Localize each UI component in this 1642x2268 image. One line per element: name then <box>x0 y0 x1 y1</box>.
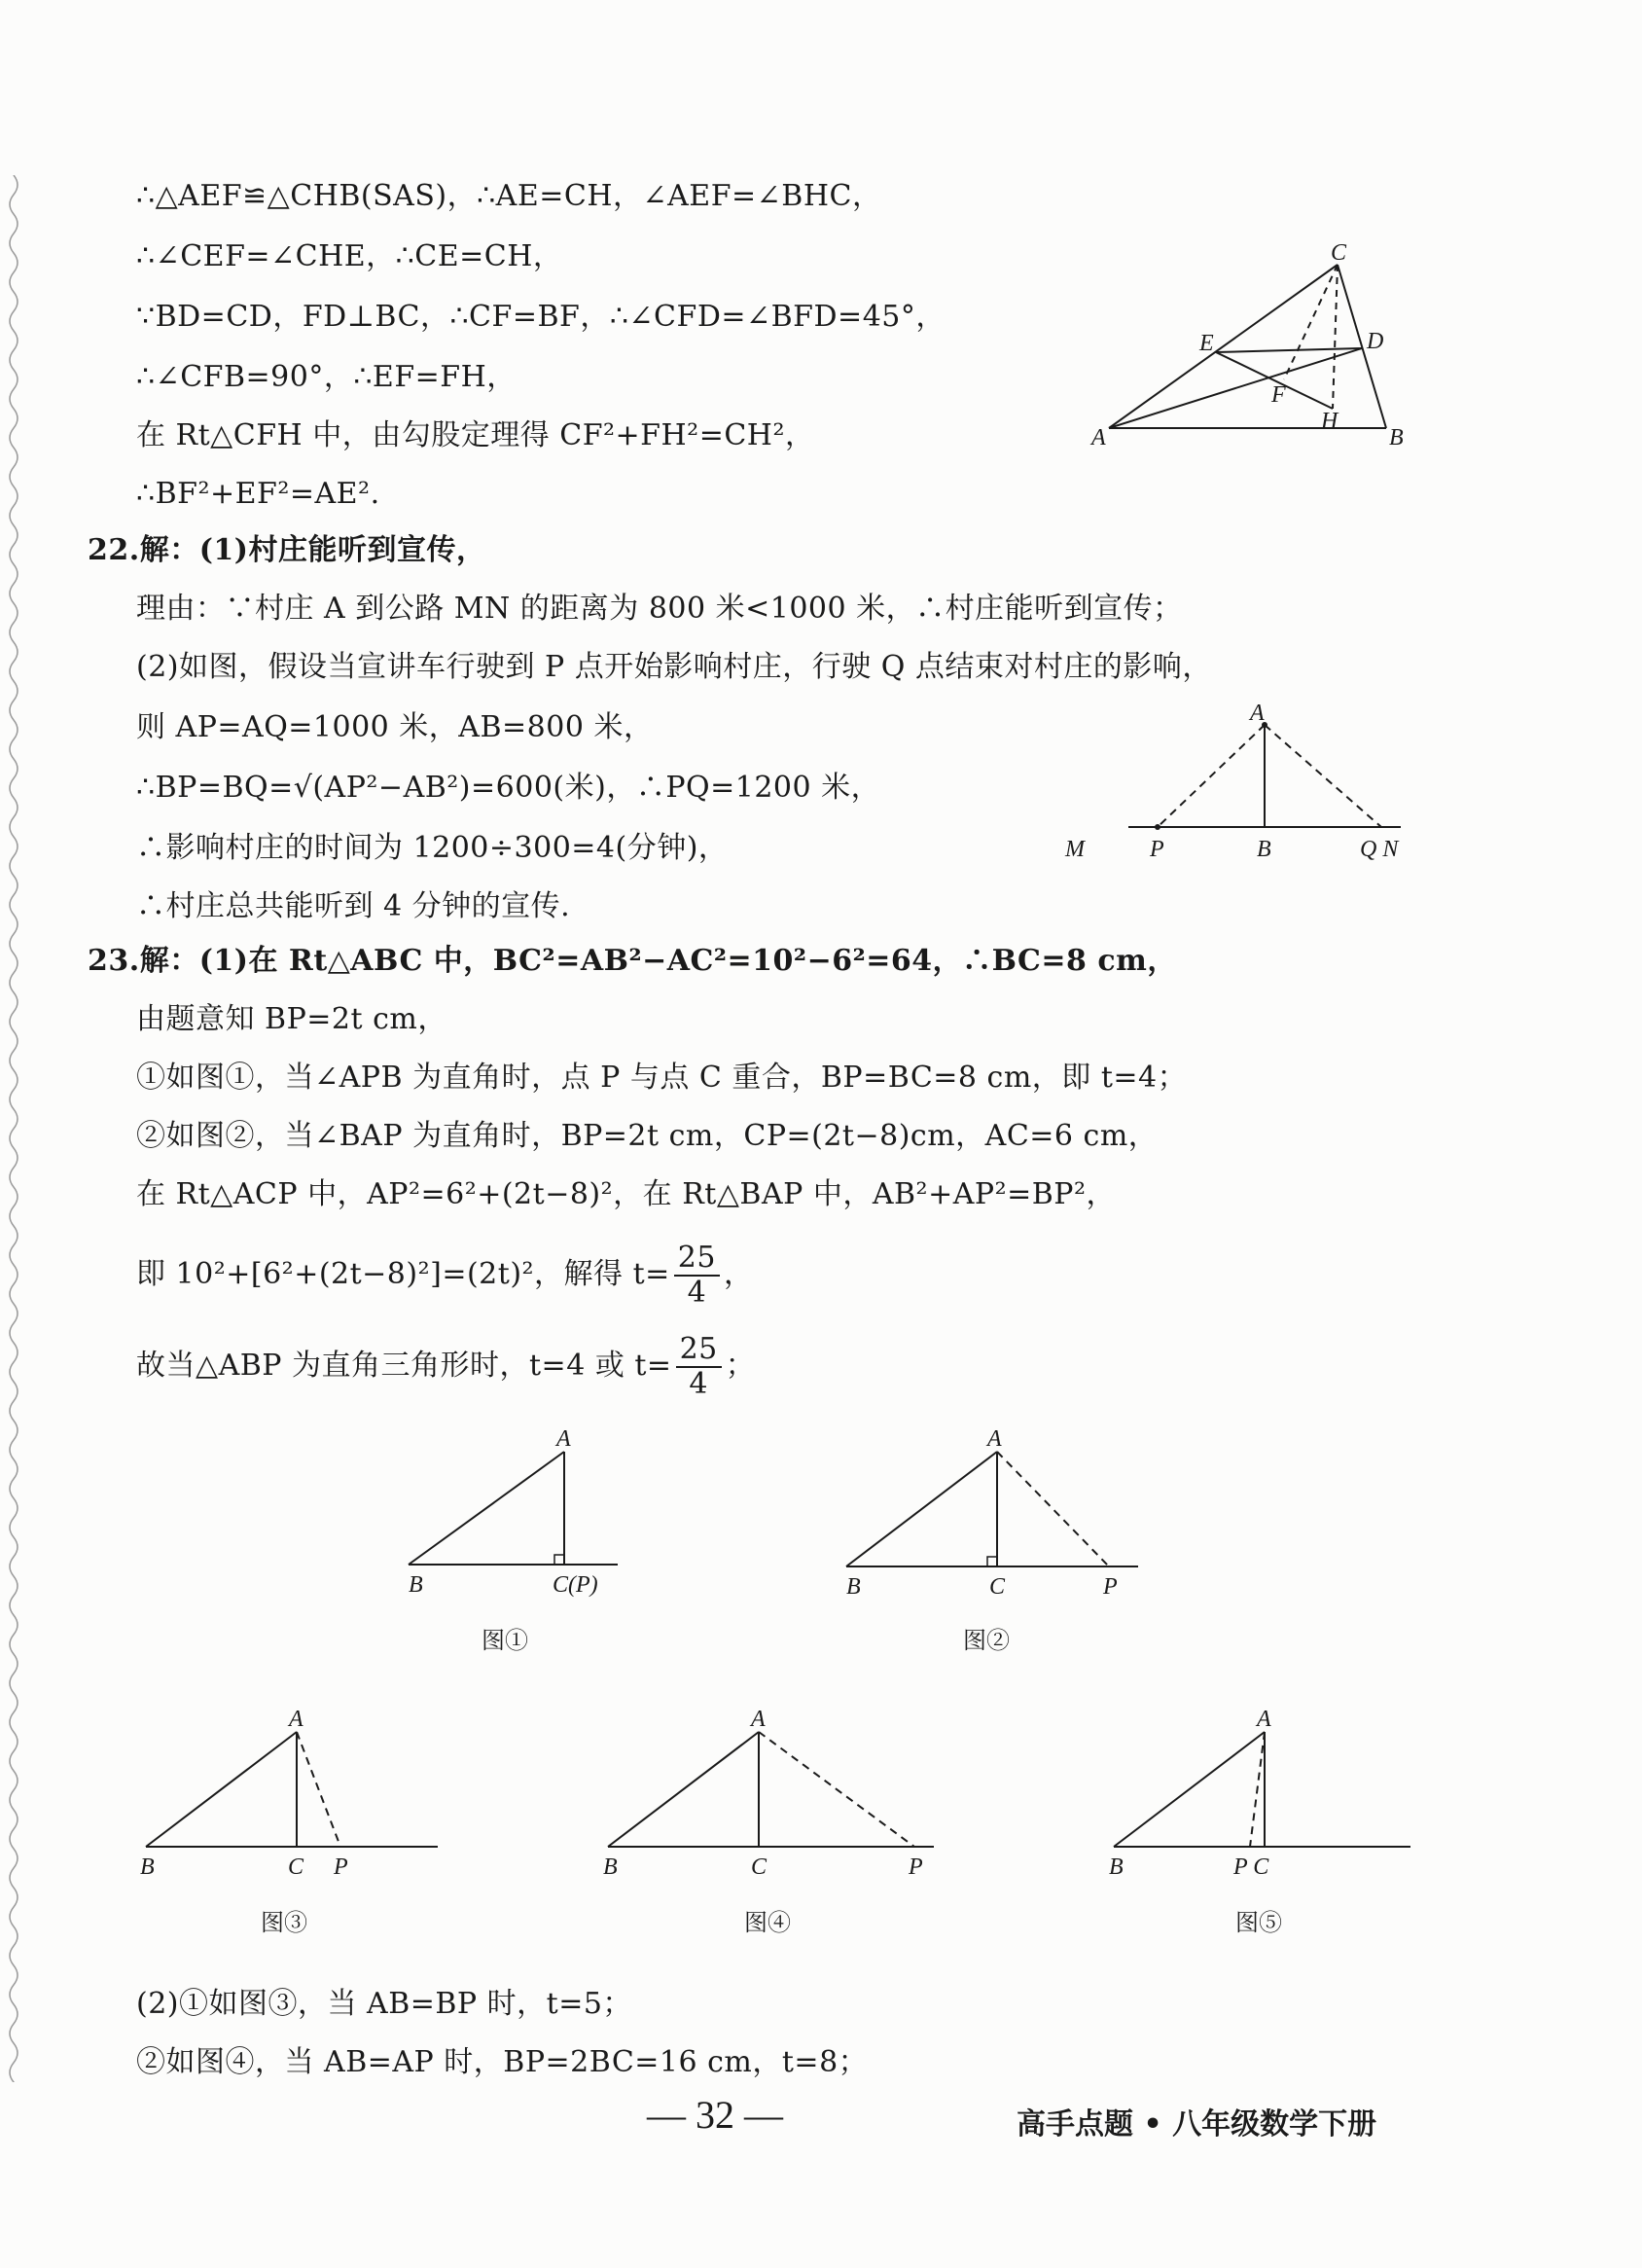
solution-line: ①如图①，当∠APB 为直角时，点 P 与点 C 重合，BP=BC=8 cm，即 t=4； <box>136 1061 1188 1095</box>
solution-line: 由题意知 BP=2t cm， <box>136 1002 447 1036</box>
solution-line: ∴BP=BQ=√(AP²−AB²)=600(米)，∴PQ=1200 米， <box>136 771 881 805</box>
punctuation: ， <box>723 1257 754 1291</box>
solution-line-with-fraction <box>136 1236 753 1314</box>
equation-text: 即 10²+[6²+(2t−8)²]=(2t)²，解得 t= <box>136 1257 670 1291</box>
figure-1 <box>389 1421 642 1664</box>
solution-line-with-fraction <box>136 1327 755 1405</box>
label-QN: Q N <box>1360 837 1399 862</box>
figure-4 <box>593 1703 944 1946</box>
figure-5 <box>1099 1703 1430 1946</box>
label-B: B <box>1257 837 1271 862</box>
label-P: P <box>1150 837 1164 862</box>
proof-line: ∴BF²+EF²=AE². <box>136 477 380 511</box>
label-B: B <box>140 1854 155 1880</box>
solution-line: (2)如图，假设当宣讲车行驶到 P 点开始影响村庄，行驶 Q 点结束对村庄的影响， <box>136 650 1212 684</box>
fraction-numerator: 25 <box>674 1242 720 1277</box>
fraction-denominator: 4 <box>687 1276 707 1310</box>
label-E: E <box>1199 331 1214 356</box>
figure-caption: 图④ <box>744 1911 791 1936</box>
proof-line: 在 Rt△CFH 中，由勾股定理得 CF²+FH²=CH²， <box>136 418 815 452</box>
fraction <box>676 1333 722 1401</box>
figure-caption: 图② <box>963 1629 1010 1654</box>
solution-line: 理由：∵村庄 A 到公路 MN 的距离为 800 米<1000 米，∴村庄能听到宣传； <box>136 592 1183 626</box>
label-A: A <box>1091 425 1106 450</box>
label-D: D <box>1367 329 1384 354</box>
label-F: F <box>1271 382 1286 408</box>
label-P: P <box>334 1854 348 1880</box>
label-B: B <box>409 1572 423 1598</box>
fraction-numerator: 25 <box>676 1333 722 1368</box>
figure-3 <box>136 1703 457 1946</box>
page-number: — 32 — <box>647 2093 783 2137</box>
solution-line: 在 Rt△ACP 中，AP²=6²+(2t−8)²，在 Rt△BAP 中，AB²+AP²=BP²， <box>136 1177 1116 1211</box>
fraction <box>674 1242 720 1310</box>
figure-caption: 图① <box>482 1629 528 1654</box>
proof-line: ∴∠CFB=90°，∴EF=FH， <box>136 360 517 394</box>
figure-caption: 图③ <box>261 1911 307 1936</box>
label-B: B <box>1389 425 1404 450</box>
label-A: A <box>987 1426 1002 1452</box>
label-A: A <box>751 1707 766 1732</box>
triangle-figure-top <box>1070 234 1440 457</box>
solution-line: ∴村庄总共能听到 4 分钟的宣传. <box>136 889 571 923</box>
proof-line: ∵BD=CD，FD⊥BC，∴CF=BF，∴∠CFD=∠BFD=45°， <box>136 300 946 334</box>
label-B: B <box>603 1854 618 1880</box>
road-figure <box>1060 701 1430 866</box>
label-P-C: P C <box>1233 1854 1269 1880</box>
label-C: C <box>989 1574 1006 1600</box>
problem-22-heading: 22.解：(1)村庄能听到宣传， <box>88 533 486 567</box>
solution-line: ②如图②，当∠BAP 为直角时，BP=2t cm，CP=(2t−8)cm，AC=6 cm， <box>136 1119 1159 1153</box>
problem-23-heading: 23.解：(1)在 Rt△ABC 中，BC²=AB²−AC²=10²−6²=64，∴BC=8 cm， <box>88 944 1177 978</box>
label-M: M <box>1065 837 1085 862</box>
solution-line: ∴影响村庄的时间为 1200÷300=4(分钟)， <box>136 831 729 865</box>
label-A: A <box>1250 701 1265 726</box>
label-B: B <box>846 1574 861 1600</box>
label-P: P <box>909 1854 923 1880</box>
label-A: A <box>556 1426 571 1452</box>
label-C-P: C(P) <box>553 1572 598 1598</box>
conclusion-text: 故当△ABP 为直角三角形时，t=4 或 t= <box>136 1349 672 1383</box>
figure-2 <box>827 1421 1158 1664</box>
solution-line: ②如图④，当 AB=AP 时，BP=2BC=16 cm，t=8； <box>136 2045 869 2079</box>
figure-caption: 图⑤ <box>1235 1911 1282 1936</box>
label-B: B <box>1109 1854 1124 1880</box>
proof-line: ∴△AEF≌△CHB(SAS)，∴AE=CH，∠AEF=∠BHC， <box>136 179 882 213</box>
label-A: A <box>289 1707 303 1732</box>
label-C: C <box>288 1854 304 1880</box>
label-A: A <box>1257 1707 1271 1732</box>
label-H: H <box>1321 409 1339 434</box>
solution-line: (2)①如图③，当 AB=BP 时，t=5； <box>136 1987 632 2021</box>
punctuation: ； <box>725 1349 756 1383</box>
label-P: P <box>1103 1574 1118 1600</box>
proof-line: ∴∠CEF=∠CHE，∴CE=CH， <box>136 239 563 273</box>
label-C: C <box>1331 240 1347 266</box>
margin-wavy-line <box>0 175 29 2082</box>
fraction-denominator: 4 <box>689 1367 708 1401</box>
solution-line: 则 AP=AQ=1000 米，AB=800 米， <box>136 710 654 744</box>
label-C: C <box>751 1854 767 1880</box>
book-title: 高手点题 • 八年级数学下册 <box>1017 2107 1377 2142</box>
